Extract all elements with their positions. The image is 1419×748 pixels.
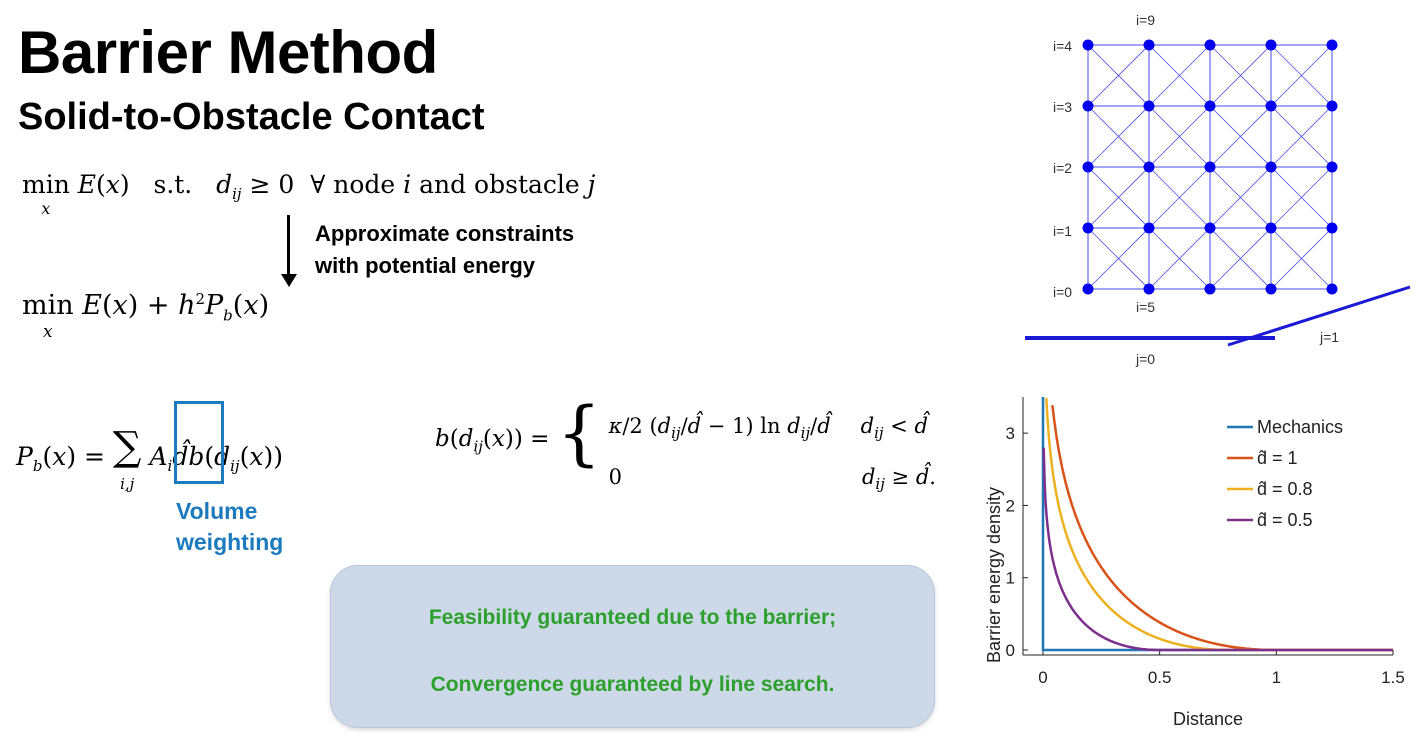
series-line <box>1052 405 1393 650</box>
row-label-i3: i=3 <box>1053 99 1073 115</box>
row-label-i1: i=1 <box>1053 223 1073 239</box>
constrained-equation: min $^x$ E(x) s.t. $d_{ij} \ge 0$ ∀ node i and obstacle j <box>22 170 596 218</box>
mesh-node <box>1205 40 1216 51</box>
legend-label: Mechanics <box>1257 417 1344 437</box>
mesh-node <box>1266 223 1277 234</box>
mesh-node <box>1205 284 1216 295</box>
mesh-node <box>1327 40 1338 51</box>
mesh-node <box>1083 101 1094 112</box>
y-tick-label: 3 <box>1005 424 1015 444</box>
y-tick-label: 1 <box>1005 568 1015 588</box>
mesh-node <box>1205 162 1216 173</box>
row-label-i2: i=2 <box>1053 160 1073 176</box>
bottom-label-i5: i=5 <box>1136 299 1156 315</box>
conclusion-box <box>330 565 935 728</box>
volume-weighting-label <box>176 496 283 558</box>
volume-label-line-2: weighting <box>176 529 284 555</box>
mesh-node <box>1083 223 1094 234</box>
volume-weighting-box <box>174 401 224 484</box>
mesh-node <box>1083 284 1094 295</box>
top-label-i9: i=9 <box>1136 12 1156 28</box>
mesh-node <box>1266 162 1277 173</box>
mesh-node <box>1144 162 1155 173</box>
mesh-node <box>1266 284 1277 295</box>
mesh-node <box>1327 223 1338 234</box>
mesh-node <box>1327 162 1338 173</box>
volume-label-line-1: Volume <box>176 498 258 524</box>
slide-title: Barrier Method <box>18 19 438 86</box>
chart-legend <box>1227 417 1343 530</box>
x-tick-label: 1.5 <box>1381 668 1405 687</box>
down-arrow-line <box>287 215 290 277</box>
b-definition-equation: $b(d_{ij}(x))$ = { κ/2 $(d_{ij}/d̂ - 1)$ $\ln d_{ij}/d̂$ $d_{ij}$ < d̂ 0 $d_{ij}$ ≥ d̂. <box>435 392 936 494</box>
feasibility-note: Feasibility guaranteed due to the barrier; <box>428 606 837 629</box>
slide-subtitle: Solid-to-Obstacle Contact <box>18 96 485 138</box>
annotation-line-2: with potential energy <box>315 253 536 278</box>
legend-label: d̂ = 0.5 <box>1257 510 1313 530</box>
row-label-i4: i=4 <box>1053 38 1073 54</box>
legend-label: d̂ = 0.8 <box>1257 479 1313 499</box>
y-tick-label: 0 <box>1005 641 1015 660</box>
obstacle-label-j1: j=1 <box>1320 329 1340 345</box>
obstacle-slope <box>1228 287 1410 345</box>
approximation-annotation <box>315 218 574 282</box>
mesh-node <box>1083 162 1094 173</box>
down-arrow-icon <box>281 274 297 287</box>
y-tick-label: 2 <box>1005 496 1015 516</box>
mesh-node <box>1266 101 1277 112</box>
legend-label: d̂ = 1 <box>1257 448 1298 468</box>
x-tick-label: 0 <box>1038 668 1048 687</box>
x-tick-label: 1 <box>1271 668 1282 687</box>
mesh-node <box>1205 223 1216 234</box>
mesh-node <box>1144 40 1155 51</box>
mesh-node <box>1083 40 1094 51</box>
obstacle-label-j0: j=0 <box>1136 351 1156 367</box>
x-tick-label: 0.5 <box>1147 668 1172 687</box>
y-axis-label: Barrier energy density <box>984 486 1004 664</box>
mesh-node <box>1327 101 1338 112</box>
mesh-node <box>1327 284 1338 295</box>
series-line <box>1044 448 1393 650</box>
x-axis-label: Distance <box>1172 709 1244 729</box>
mesh-node <box>1144 223 1155 234</box>
mesh-node <box>1144 284 1155 295</box>
mesh-diagram <box>1010 0 1415 380</box>
row-label-i0: i=0 <box>1053 284 1073 300</box>
mesh-node <box>1205 101 1216 112</box>
mesh-node <box>1144 101 1155 112</box>
mesh-node <box>1266 40 1277 51</box>
convergence-note: Convergence guaranteed by line search. <box>430 673 835 696</box>
annotation-line-1: Approximate constraints <box>315 221 575 246</box>
pb-definition-equation: $P_b(x)$ = ∑ i,j $A_id̂b(d_{ij}(x))$ <box>16 424 283 493</box>
barrier-objective-equation: min $^x$ $E(x) + h^2P_b(x)$ <box>22 290 270 342</box>
barrier-chart <box>965 395 1415 740</box>
